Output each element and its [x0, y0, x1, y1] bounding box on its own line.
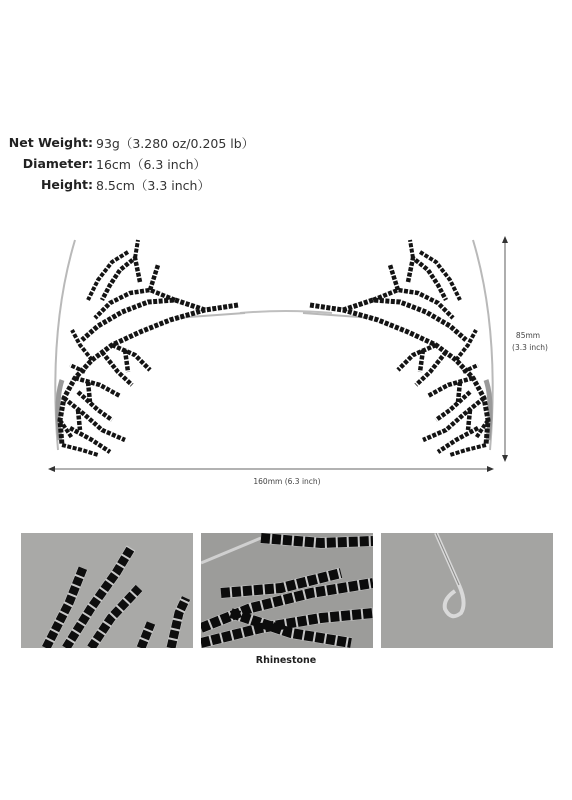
spec-row-weight: [0, 132, 254, 153]
spec-value: 16cm（6.3 inch）: [96, 156, 206, 172]
spec-value: 93g（3.280 oz/0.205 lb）: [96, 135, 255, 151]
tiara-right-branch: [303, 240, 493, 455]
spec-label: Net Weight:: [8, 135, 93, 150]
height-mm-label: 85mm: [515, 331, 541, 340]
detail-photo-hook: [381, 533, 553, 648]
detail-photo-cluster: [201, 533, 373, 648]
width-label: 160mm (6.3 inch): [253, 477, 321, 486]
height-inch-label: (3.3 inch): [512, 343, 548, 352]
spec-label: Height:: [40, 177, 93, 192]
spec-label: Diameter:: [22, 156, 93, 171]
tiara-diagram: [0, 228, 572, 498]
tiara-left-branch: [55, 240, 245, 455]
detail-caption: Rhinestone: [255, 655, 317, 666]
detail-photo-branches: [21, 533, 193, 648]
spec-value: 8.5cm（3.3 inch）: [96, 177, 210, 193]
spec-row-diameter: [0, 153, 254, 174]
detail-photos: [21, 533, 553, 648]
spec-row-height: [0, 174, 254, 195]
product-specs: [0, 132, 254, 195]
